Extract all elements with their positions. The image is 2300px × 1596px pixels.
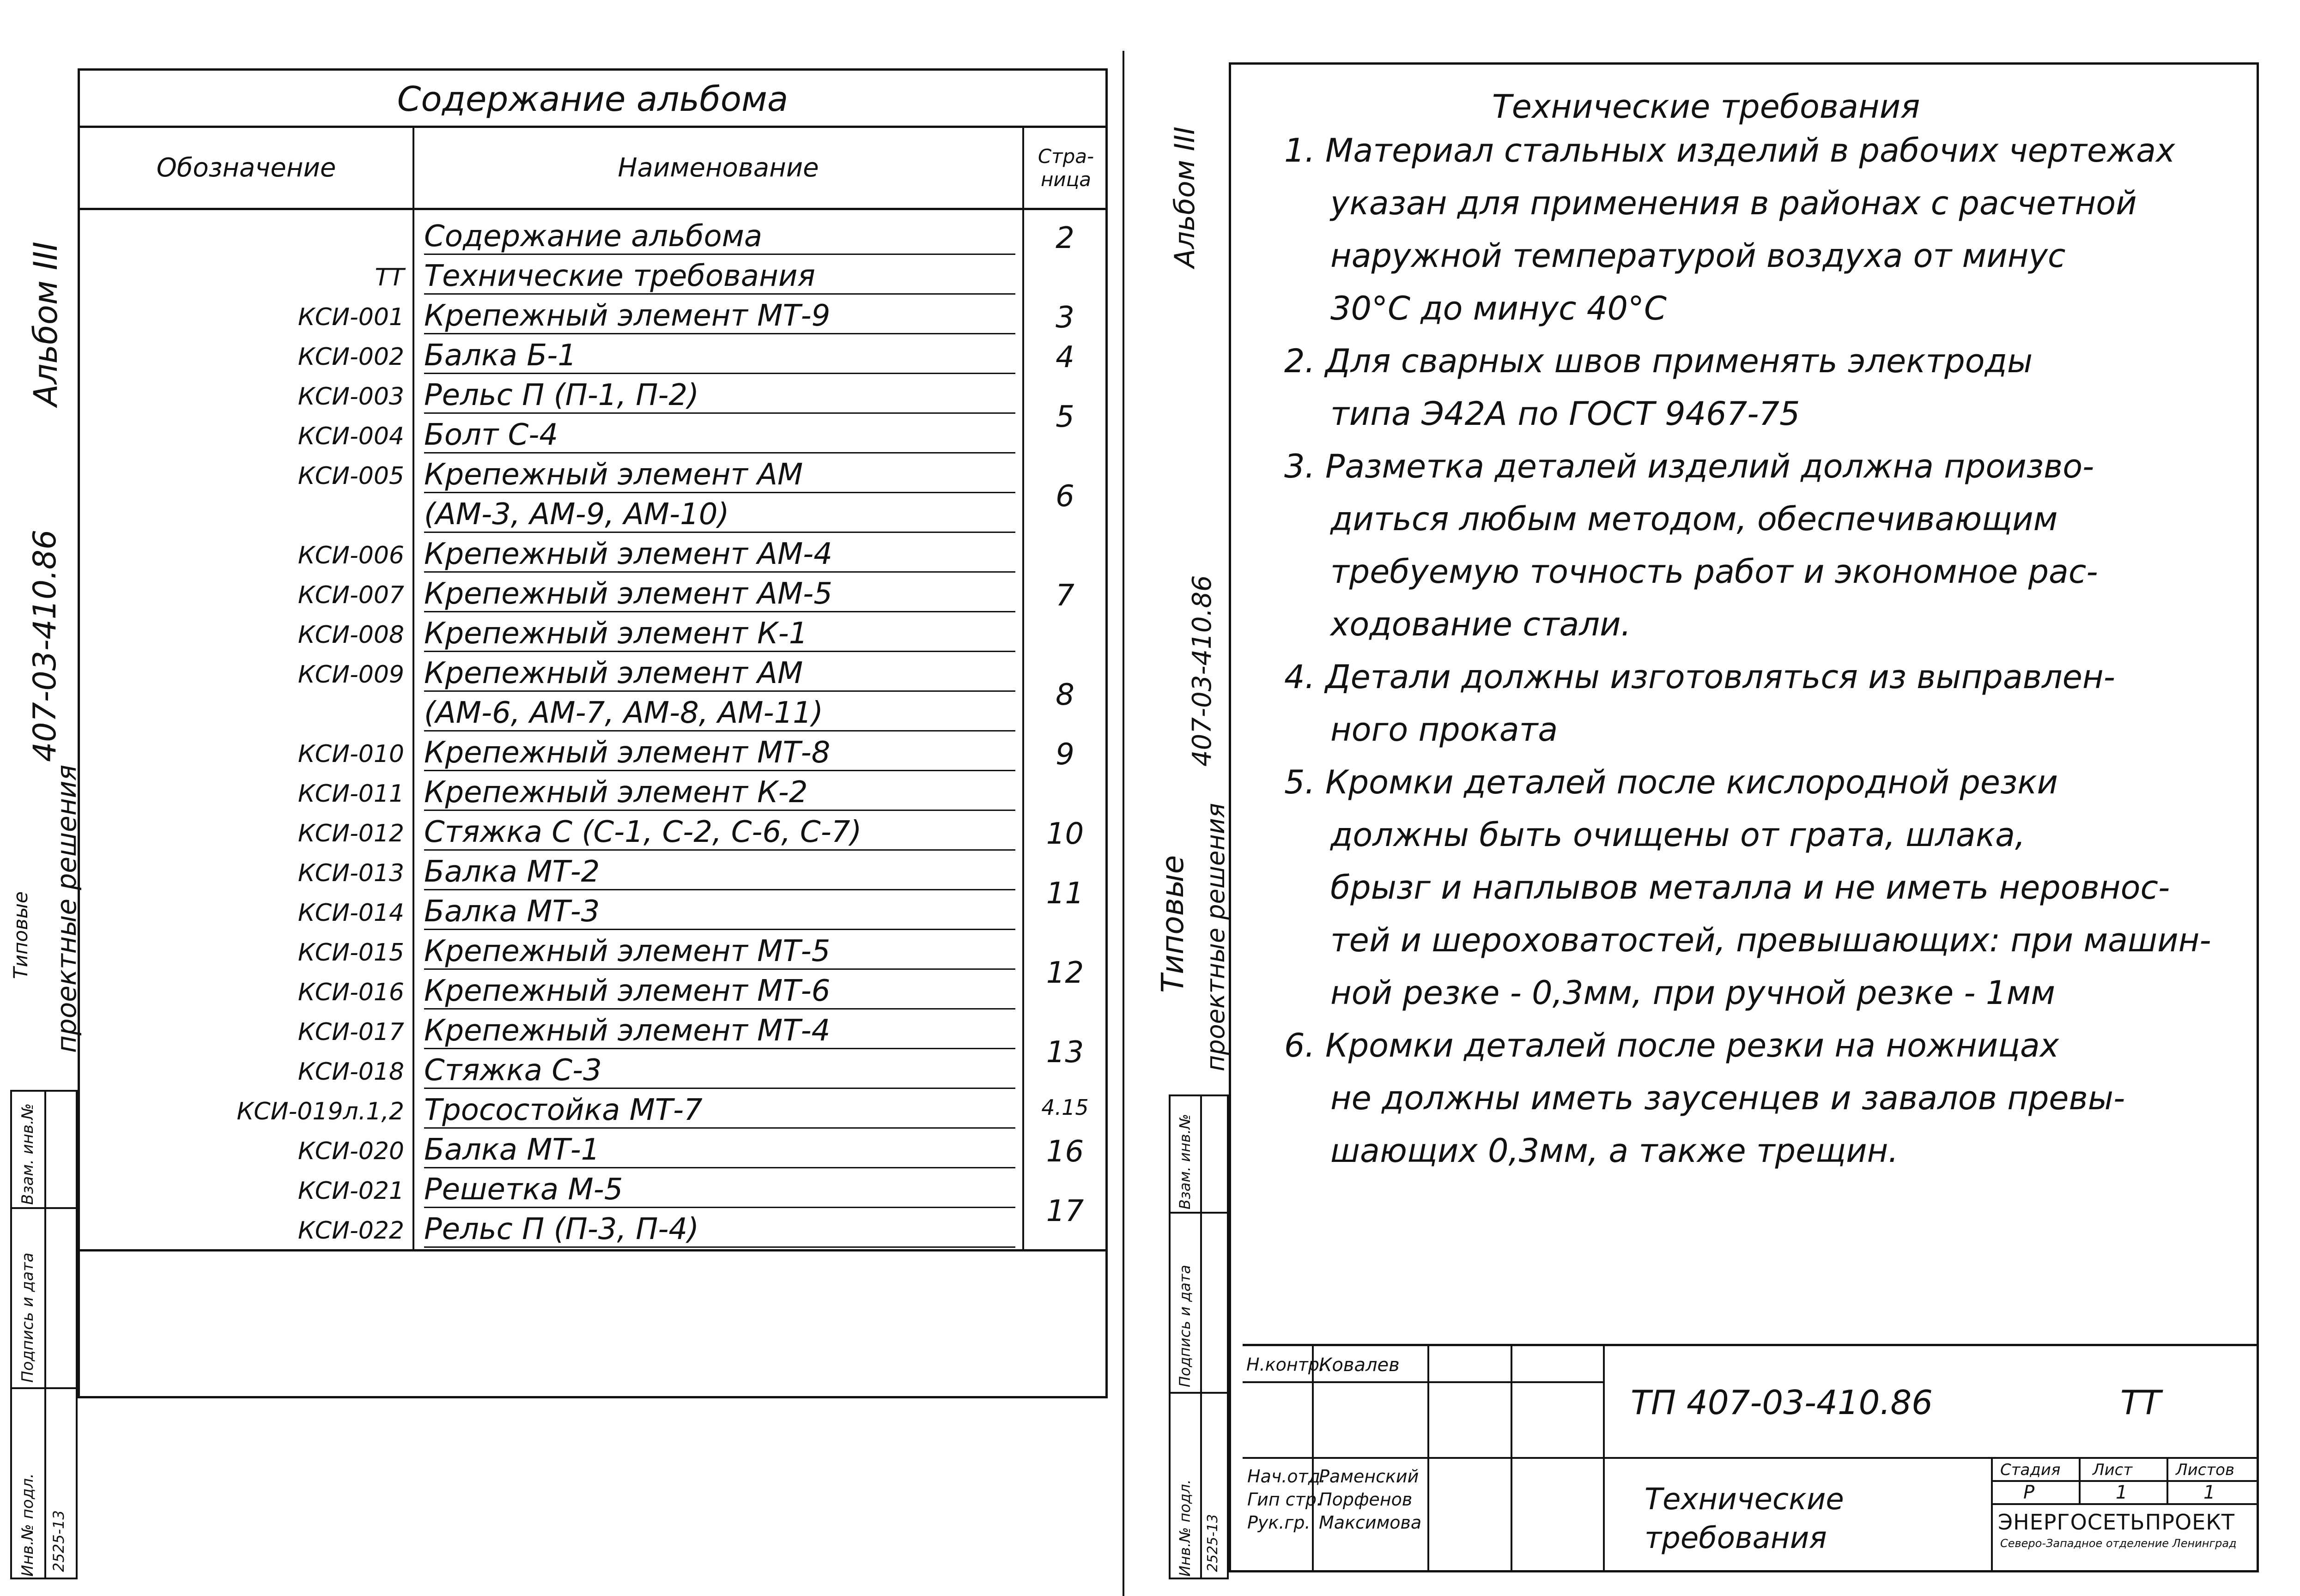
row-code: КСИ-004 (297, 423, 404, 450)
stamp-nkontr-name: Ковалев (1319, 1354, 1400, 1376)
table-row (80, 893, 1105, 932)
requirement-line: диться любым методом, обеспечивающим (1330, 500, 2058, 538)
table-row (80, 575, 1105, 615)
requirement-line: 30°С до минус 40°С (1330, 290, 1667, 327)
row-page: 11 (1046, 877, 1084, 911)
sheet-divider (1123, 51, 1124, 1596)
side-stamp-value: 2525-13 (50, 1510, 67, 1572)
row-code: ТТ (375, 264, 404, 291)
stamp-org: ЭНЕРГОСЕТЬПРОЕКТ (1998, 1510, 2235, 1535)
header-name: Наименование (413, 128, 1022, 208)
side-series-label-0: Типовые (9, 891, 32, 979)
table-row (80, 1091, 1105, 1131)
row-code: КСИ-016 (297, 979, 404, 1006)
side-stamp-label: Инв.№ подл. (1176, 1479, 1194, 1577)
table-row (80, 1210, 1105, 1250)
row-name: Балка МТ-1 (424, 1133, 1015, 1168)
row-code: КСИ-002 (297, 343, 404, 371)
requirement-line: 5. Кромки деталей после кислородной резки (1284, 763, 2058, 801)
requirement-line: ной резке - 0,3мм, при ручной резке - 1мм (1330, 974, 2056, 1012)
row-name: Крепежный элемент АМ (424, 458, 1015, 493)
stamp-name: Максимова (1319, 1512, 1422, 1533)
stamp-sheet: 1 (2116, 1482, 2128, 1503)
row-page: 7 (1056, 579, 1074, 613)
row-name: Крепежный элемент МТ-4 (424, 1014, 1015, 1049)
stamp-sheet-code: ТТ (2120, 1383, 2161, 1422)
row-name: Балка МТ-2 (424, 855, 1015, 890)
row-page: 6 (1056, 479, 1074, 514)
row-code: КСИ-020 (297, 1137, 404, 1165)
stamp-name: Порфенов (1319, 1489, 1413, 1510)
table-row (80, 774, 1105, 813)
row-code: КСИ-003 (297, 383, 404, 411)
side-stamp-label: Инв.№ подл. (18, 1473, 37, 1577)
requirement-line: ного проката (1330, 711, 1558, 749)
row-name: Крепежный элемент МТ-9 (424, 299, 1015, 334)
requirement-line: 1. Материал стальных изделий в рабочих чертежах (1284, 132, 2175, 169)
row-code: КСИ-005 (297, 462, 404, 490)
row-code: КСИ-006 (297, 542, 404, 569)
side-code-label: 407-03-410.86 (27, 529, 63, 762)
requirements-title: Технические требования (1492, 88, 1920, 126)
side-series-label: проектные решения (1201, 803, 1230, 1071)
row-page: 2 (1056, 221, 1074, 255)
stamp-org-sub: Северо-Западное отделение Ленинград (2000, 1537, 2237, 1550)
row-page: 8 (1056, 678, 1074, 712)
side-stamp-value: 2525-13 (1205, 1514, 1221, 1572)
row-name: Тросостойка МТ-7 (424, 1093, 1015, 1129)
table-row (80, 535, 1105, 575)
requirement-line: тей и шероховатостей, превышающих: при машин- (1330, 921, 2211, 959)
table-row (80, 257, 1105, 297)
row-page: 9 (1056, 738, 1074, 772)
row-name: Крепежный элемент К-2 (424, 775, 1015, 811)
table-row (80, 1012, 1105, 1052)
stamp-role: Рук.гр. (1247, 1512, 1311, 1533)
row-name: Крепежный элемент МТ-8 (424, 736, 1015, 771)
row-name: Технические требования (424, 259, 1015, 295)
requirement-line: шающих 0,3мм, а также трещин. (1330, 1132, 1899, 1170)
requirement-line: наружной температурой воздуха от минус (1330, 237, 2066, 275)
row-name: (АМ-6, АМ-7, АМ-8, АМ-11) (424, 696, 1015, 732)
stamp-doc-title: Технические требования (1645, 1482, 1844, 1555)
row-page: 10 (1046, 817, 1084, 851)
title-block (1243, 1344, 2259, 1572)
requirement-line: 3. Разметка деталей изделий должна произво- (1284, 447, 2094, 485)
side-stamp-label: Подпись и дата (18, 1252, 37, 1383)
table-row (80, 376, 1105, 416)
table-row (80, 297, 1105, 337)
table-row (80, 416, 1105, 456)
row-name: Рельс П (П-3, П-4) (424, 1212, 1015, 1248)
row-name: Решетка М-5 (424, 1173, 1015, 1208)
table-row (80, 1052, 1105, 1091)
side-stamp (10, 1090, 78, 1579)
row-code: КСИ-015 (297, 939, 404, 967)
row-name: Стяжка С (С-1, С-2, С-6, С-7) (424, 815, 1015, 851)
side-stamp-label: Взам. инв.№ (1176, 1113, 1194, 1209)
row-code: КСИ-017 (297, 1018, 404, 1046)
side-stamp-label: Подпись и дата (1176, 1264, 1194, 1387)
requirement-line: 2. Для сварных швов применять электроды (1284, 342, 2033, 380)
row-name: Болт С-4 (424, 418, 1015, 453)
side-album-label: Альбом III (1169, 127, 1201, 268)
side-stamp (1169, 1094, 1229, 1579)
row-name: Балка МТ-3 (424, 895, 1015, 930)
row-code: КСИ-011 (297, 780, 404, 808)
side-stamp-label: Взам. инв.№ (18, 1103, 37, 1205)
row-code: КСИ-001 (297, 303, 404, 331)
row-name: (АМ-3, АМ-9, АМ-10) (424, 497, 1015, 533)
row-page: 16 (1046, 1135, 1084, 1169)
row-name: Стяжка С-3 (424, 1053, 1015, 1089)
requirement-line: брызг и наплывов металла и не иметь неровнос- (1330, 869, 2170, 907)
table-row (80, 456, 1105, 496)
header-page: Стра-ница (1022, 128, 1108, 208)
row-page: 3 (1056, 301, 1074, 335)
requirement-line: ходование стали. (1330, 605, 1631, 643)
row-page: 4.15 (1041, 1095, 1089, 1120)
requirement-line: указан для применения в районах с расчетной (1330, 184, 2137, 222)
stamp-stage: Р (2023, 1482, 2035, 1503)
side-series-label: проектные решения (51, 764, 82, 1053)
stamp-sheets-label: Листов (2176, 1461, 2235, 1479)
table-row (80, 615, 1105, 654)
row-page: 5 (1056, 400, 1074, 434)
row-name: Крепежный элемент МТ-5 (424, 934, 1015, 970)
requirement-line: должны быть очищены от грата, шлака, (1330, 816, 2026, 854)
row-code: КСИ-021 (297, 1177, 404, 1205)
row-code: КСИ-013 (297, 859, 404, 887)
toc-table (78, 68, 1108, 1398)
table-row (80, 694, 1105, 734)
row-name: Содержание альбома (424, 219, 1015, 255)
row-code: КСИ-022 (297, 1217, 404, 1245)
table-row (80, 654, 1105, 694)
stamp-sheets: 1 (2203, 1482, 2215, 1503)
row-name: Крепежный элемент АМ (424, 656, 1015, 692)
row-code: КСИ-010 (297, 740, 404, 768)
table-row (80, 496, 1105, 535)
side-series-label-0: Типовые (1155, 855, 1190, 993)
requirement-line: не должны иметь заусенцев и завалов превы- (1330, 1079, 2125, 1117)
stamp-doc-code: ТП 407-03-410.86 (1631, 1383, 1933, 1422)
row-name: Крепежный элемент К-1 (424, 617, 1015, 652)
row-page: 13 (1046, 1035, 1084, 1070)
row-name: Рельс П (П-1, П-2) (424, 378, 1015, 414)
row-name: Крепежный элемент АМ-5 (424, 577, 1015, 612)
stamp-sheet-label: Лист (2093, 1461, 2133, 1479)
row-code: КСИ-012 (297, 820, 404, 847)
toc-title: Содержание альбома (80, 71, 1105, 128)
row-code: КСИ-014 (297, 899, 404, 927)
toc-header (80, 128, 1105, 210)
row-name: Крепежный элемент АМ-4 (424, 537, 1015, 573)
side-album-label: Альбом III (27, 242, 65, 406)
row-name: Крепежный элемент МТ-6 (424, 974, 1015, 1010)
requirement-line: требуемую точность работ и экономное рас- (1330, 553, 2098, 591)
stamp-name: Раменский (1319, 1466, 1419, 1487)
table-row (80, 853, 1105, 893)
stamp-role: Нач.отд. (1247, 1466, 1326, 1487)
stamp-nkontr-label: Н.контр. (1246, 1354, 1325, 1375)
row-name: Балка Б-1 (424, 339, 1015, 374)
table-row (80, 734, 1105, 774)
table-row (80, 813, 1105, 853)
row-page: 12 (1046, 956, 1084, 990)
table-row (80, 932, 1105, 972)
requirement-line: типа Э42А по ГОСТ 9467-75 (1330, 395, 1800, 433)
requirement-line: 4. Детали должны изготовляться из выправлен- (1284, 658, 2115, 696)
table-row (80, 1171, 1105, 1210)
table-row (80, 1131, 1105, 1171)
row-page: 17 (1046, 1194, 1084, 1228)
row-code: КСИ-008 (297, 621, 404, 649)
stamp-role: Гип стр. (1247, 1489, 1323, 1510)
row-code: КСИ-018 (297, 1058, 404, 1086)
requirement-line: 6. Кромки деталей после резки на ножницах (1284, 1027, 2059, 1064)
row-code: КСИ-007 (297, 581, 404, 609)
stamp-stage-label: Стадия (2000, 1461, 2061, 1479)
row-code: КСИ-009 (297, 661, 404, 689)
side-code-label: 407-03-410.86 (1187, 575, 1217, 767)
header-code: Обозначение (156, 153, 336, 183)
row-page: 4 (1056, 340, 1074, 375)
table-row (80, 337, 1105, 376)
table-row (80, 972, 1105, 1012)
table-row (80, 218, 1105, 257)
row-code: КСИ-019л.1,2 (237, 1098, 404, 1125)
